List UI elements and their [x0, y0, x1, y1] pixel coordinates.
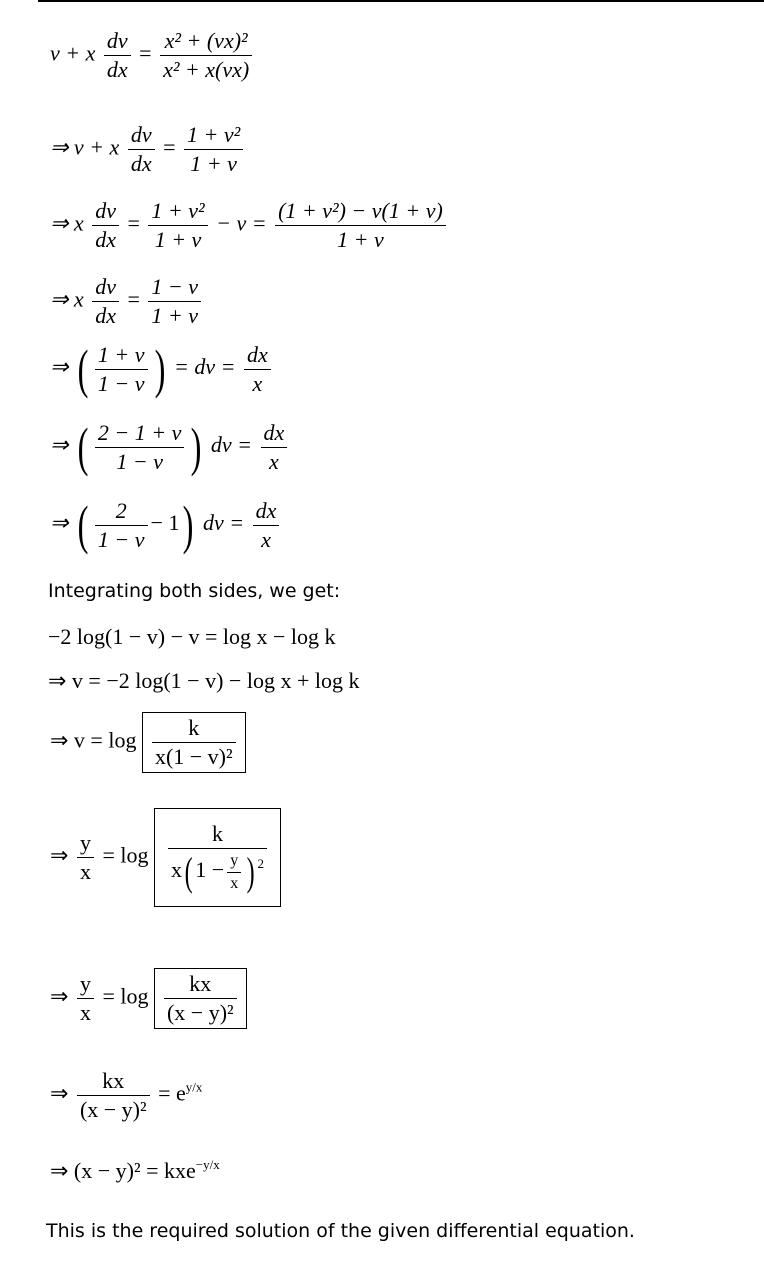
- equation-exponential: ⇒ $\frac{kx}{\text{(x − y)²}}$ = $e^{y/x}$: [50, 1068, 203, 1122]
- equation-y-over-x-log: ⇒ $\frac{y}{x}$ = log k x( 1 − $\frac{y}{x}$ ) $^2$: [50, 808, 281, 907]
- equation-y-over-x-log-kx: ⇒ $\frac{y}{x}$ = log $\frac{kx}{\text{(x − y)²}}$: [50, 968, 247, 1029]
- equation-step-2: ⇒ v + x $\frac{dv}{dx}$ = $\frac{\text{1 + v²}}{1 + v}$: [50, 124, 246, 175]
- equation-v-log: ⇒ v = log $\frac{k}{\text{x(1 − v)²}}$: [50, 712, 246, 773]
- equation-step-6: ⇒ ( $\frac{2 - 1 + v}{1 - v}$ ) dv = $\frac{dx}{x}$: [50, 420, 290, 474]
- equation-step-5: ⇒ ( $\frac{1 + v}{1 - v}$ ) = dv = $\frac{dx}{x}$: [50, 342, 274, 396]
- equation-step-7: ⇒ ( $\frac{2}{1 - v}$ − 1) dv = $\frac{dx}{x}$: [50, 498, 282, 552]
- text-conclusion: This is the required solution of the given differential equation.: [46, 1220, 635, 1242]
- equation-integrated: −2 log(1 − v) − v = log x − log k: [48, 624, 336, 649]
- text-integrating: Integrating both sides, we get:: [48, 580, 341, 602]
- equation-step-3: ⇒ x $\frac{dv}{dx}$ = $\frac{\text{1 + v²}}{1 + v}$ − v = $\frac{\text{(1 + v²) − v(1 + v)}}{1 + v}$: [50, 200, 449, 251]
- equation-solve-v: ⇒ v = −2 log(1 − v) − log x + log k: [48, 668, 360, 693]
- equation-step-1: v + x $\frac{dv}{dx}$ = $\frac{\text{x² + (vx)²}}{\text{x² + x(vx)}}$: [50, 30, 255, 81]
- equation-final: ⇒ (x − y)² = kxe$^{-y/x}$: [50, 1157, 220, 1183]
- top-rule: [38, 0, 764, 2]
- equation-step-4: ⇒ x $\frac{dv}{dx}$ = $\frac{1 - v}{1 + v}$: [50, 276, 204, 327]
